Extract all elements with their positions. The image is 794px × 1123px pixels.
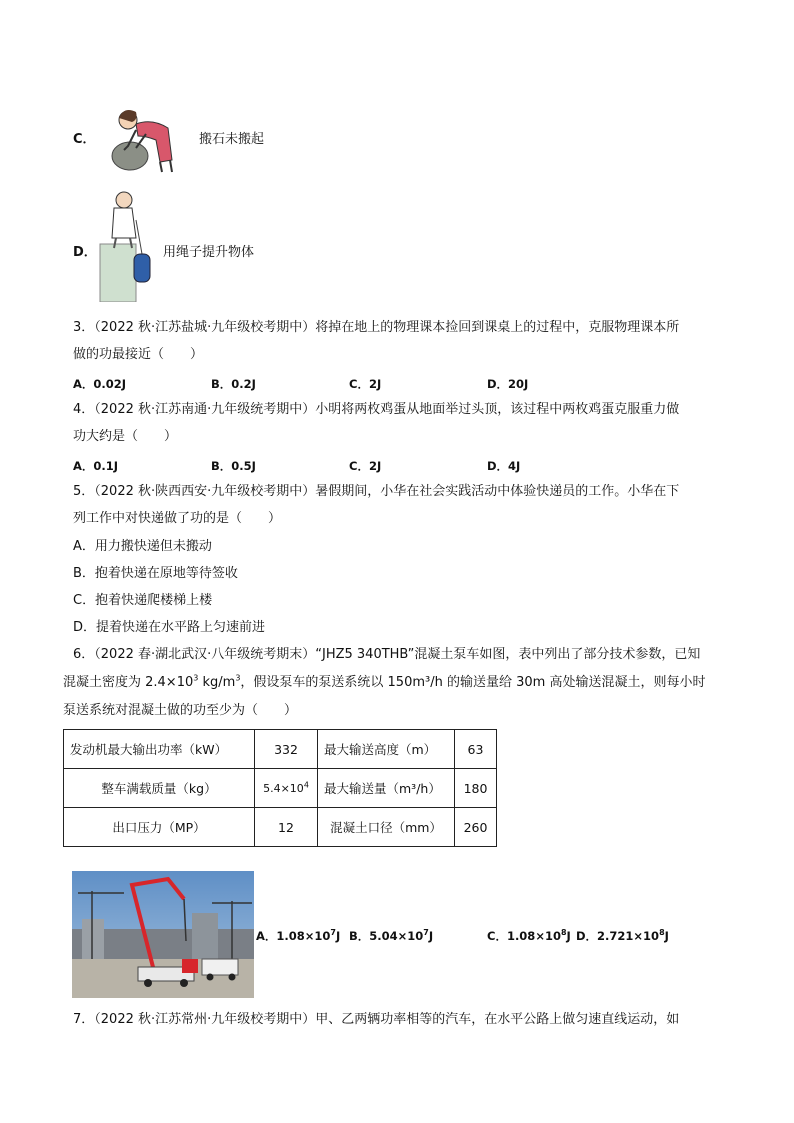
q6-stem-line2: 混凝土密度为 $2.4\times 10^3$ $kg/m^3$，假设泵车的泵送系统以 150m³/h 的输送量给 30m 高处输送混凝土，则每小时 xyxy=(63,673,706,690)
option-c-letter: C． xyxy=(73,132,96,147)
q7-stem-line1: 7．（2022 秋·江苏常州·九年级校考期中）甲、乙两辆功率相等的汽车，在水平公路上做匀速直线运动，如 xyxy=(73,1012,680,1027)
table-cell: $5.4\times 10^4$ xyxy=(255,769,318,808)
concrete-pump-truck-photo xyxy=(72,871,254,998)
q4-option-b: B．0.5J xyxy=(211,459,256,473)
q5-option-b: B．抱着快递在原地等待签收 xyxy=(73,566,238,581)
q3-option-a: A．0.02J xyxy=(73,377,127,391)
woman-lifting-stone-illustration xyxy=(106,100,180,174)
man-lifting-rope-illustration xyxy=(98,190,160,302)
table-cell: 12 xyxy=(255,808,318,847)
table-cell: 最大输送量（m³/h） xyxy=(318,769,455,808)
table-cell: 260 xyxy=(455,808,497,847)
q5-option-c: C．抱着快递爬楼梯上楼 xyxy=(73,593,213,608)
q3-option-b: B．0.2J xyxy=(211,377,256,391)
q3-option-c: C．2J xyxy=(349,377,382,391)
table-cell: 混凝土口径（mm） xyxy=(318,808,455,847)
table-cell: 180 xyxy=(455,769,497,808)
option-d-letter: D． xyxy=(73,245,97,260)
q6-option-a: A．$1.08\times 10^7J$ xyxy=(256,928,341,943)
table-row xyxy=(64,769,497,808)
q4-stem-line2: 功大约是（ ） xyxy=(73,429,178,444)
table-row xyxy=(64,730,497,769)
q6-stem-line1: 6．（2022 春·湖北武汉·八年级统考期末）“JHZ5 340THB”混凝土泵车如图，表中列出了部分技术参数，已知 xyxy=(73,647,701,662)
q4-stem-line1: 4．（2022 秋·江苏南通·九年级统考期中）小明将两枚鸡蛋从地面举过头顶，该过程中两枚鸡蛋克服重力做 xyxy=(73,402,680,417)
q3-stem-line1: 3．（2022 秋·江苏盐城·九年级校考期中）将掉在地上的物理课本捡回到课桌上的过程中，克服物理课本所 xyxy=(73,320,680,335)
table-cell: 发动机最大输出功率（kW） xyxy=(64,730,255,769)
q6-option-b: B．$5.04\times 10^7J$ xyxy=(349,928,434,943)
q3-option-d: D．20J xyxy=(487,377,529,391)
table-cell: 63 xyxy=(455,730,497,769)
q5-stem-line1: 5．（2022 秋·陕西西安·九年级校考期中）暑假期间，小华在社会实践活动中体验快递员的工作。小华在下 xyxy=(73,484,680,499)
option-d-caption: 用绳子提升物体 xyxy=(163,245,255,260)
q3-stem-line2: 做的功最接近（ ） xyxy=(73,347,204,362)
q6-stem-line3: 泵送系统对混凝土做的功至少为（ ） xyxy=(63,703,298,718)
q6-option-c: C．$1.08\times 10^8J$ xyxy=(487,928,571,943)
q6-option-d: D．$2.721\times 10^8J$ xyxy=(576,928,669,943)
q5-stem-line2: 列工作中对快递做了功的是（ ） xyxy=(73,511,282,526)
table-cell: 出口压力（MP） xyxy=(64,808,255,847)
q4-option-d: D．4J xyxy=(487,459,521,473)
table-cell: 最大输送高度（m） xyxy=(318,730,455,769)
option-c-caption: 搬石未搬起 xyxy=(199,132,265,147)
table-row xyxy=(64,808,497,847)
pump-truck-parameter-table xyxy=(63,729,497,847)
table-cell: 332 xyxy=(255,730,318,769)
table-cell: 整车满载质量（kg） xyxy=(64,769,255,808)
q5-option-d: D．提着快递在水平路上匀速前进 xyxy=(73,620,266,635)
q4-option-c: C．2J xyxy=(349,459,382,473)
q5-option-a: A．用力搬快递但未搬动 xyxy=(73,539,212,554)
q4-option-a: A．0.1J xyxy=(73,459,119,473)
